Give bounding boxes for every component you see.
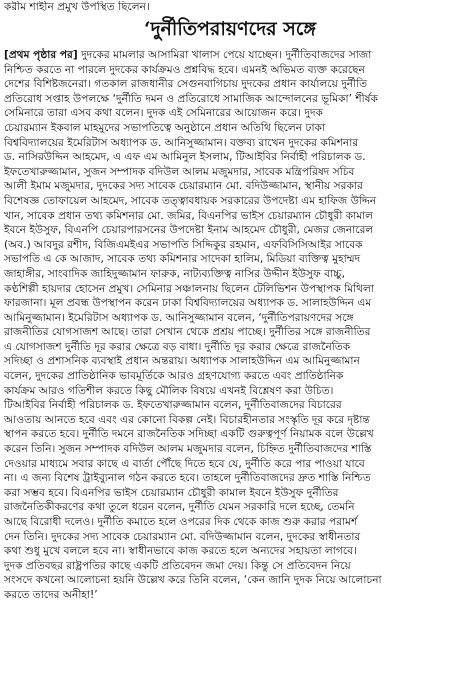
article-line: কার্যক্রম আরও গতিশীল করতে কিছু মৌলিক বিষয়ে এখনই বিশ্লেষণ করা উচিত।	[4, 384, 334, 397]
article-body	[4, 48, 456, 603]
article-line: এ যোগসাজশ দুর্নীতি দূর করার ক্ষেত্রে বড় বাধা। দুর্নীতি দূর করার ক্ষেত্রে রাজনৈতিক	[4, 340, 351, 353]
article-line: আমিনুজ্জামান। ইমেরিটাস অধ্যাপক ড. আনিসুজ্জামান বলেন, ‘দুর্নীতিপরায়ণদের সঙ্গে	[4, 311, 354, 324]
article-line: দেশের বিশিষ্টজনেরা। গতকাল রাজধানীর সেগুনবাগিচায় দুদকের প্রধান কার্যালয়ে দুর্নীতি	[4, 78, 368, 91]
article-line: করতে তাদের অনীহা!’	[4, 588, 98, 601]
article-line: নিশ্চিত করতে না পারলে দুদকের কার্যক্রমও প্রশ্নবিদ্ধ হবে। এমনই অভিমত ব্যক্ত করেছেন	[4, 63, 365, 76]
previous-article-end-line: করীম শাহীন প্রমুখ উপস্থিত ছিলেন।	[4, 1, 150, 13]
article-line: রাজনীতির যোগসাজশ আছে। তারা সেখান থেকে প্রশ্রয় পাচ্ছে। দুর্নীতির সঙ্গে রাজনীতির	[4, 326, 371, 339]
article-line: করা সম্ভব হবে। বিএনপির ভাইস চেয়ারম্যান চৌধুরী কামাল ইবনে ইউসুফ দুর্নীতির	[4, 486, 339, 499]
article-line: সভাপতি এ কে আজাদ, সাবেক তথ্য কমিশনার সাদেকা হালিম, মিডিয়া ব্যক্তিত্ব মুহাম্মদ	[4, 253, 361, 266]
article-line: টিআইবির নির্বাহী পরিচালক ড. ইফতেখারুজ্জামান বলেন, দুর্নীতিবাজদের বিচারের	[4, 399, 342, 412]
article-line: ইফতেখারুজ্জামান, সুজন সম্পাদক বদিউল আলম মজুমদার, সাবেক মন্ত্রিপরিষদ সচিব	[4, 165, 355, 178]
article-line: না। এ জন্য বিশেষ ট্রাইব্যুনাল গঠন করতে হবে। তাহলে দুর্নীতিবাজদের দ্রুত শাস্তি নিশ্চিত	[4, 472, 371, 485]
article-line: দেওয়ার মাধ্যমে সবার কাছে এ বার্তা পৌঁছে দিতে হবে যে, দুর্নীতি করে পার পাওয়া যাবে	[4, 457, 365, 470]
article-line: কথা শুধু মুখে বললে হবে না। স্বাধীনভাবে কাজ করতে হলে অন্যদের সহায়তা লাগবে।	[4, 545, 357, 558]
article-line: বলেন, দুদকের প্রাতিষ্ঠানিক ভাবমূর্তিকে আরও গ্রহণযোগ্য করতে এবং প্রাতিষ্ঠানিক	[4, 370, 344, 383]
continuation-label: [প্রথম পৃষ্ঠার পর]	[4, 49, 78, 61]
article-line: আলী ইমাম মজুমদার, দুদকের সদ্য সাবেক চেয়ারম্যান মো. বদিউজ্জামান, স্থানীয় সরকার	[4, 180, 363, 193]
article-line: ফারজানা। মূল প্রবন্ধ উপস্থাপন করেন ঢাকা বিশ্ববিদ্যালয়ের অধ্যাপক ড. সালাহউদ্দিন এম	[4, 297, 372, 310]
newspaper-clipping	[0, 1, 462, 691]
article-line: খান, সাবেক প্রধান তথ্য কমিশনার মো. জমির, বিএনপির ভাইস চেয়ারম্যান চৌধুরী কামাল	[4, 209, 374, 222]
article-line-text: দুদকের মামলার আসামিরা খালাস পেয়ে যাচ্ছেন। দুর্নীতিবাজদের সাজা	[77, 49, 372, 61]
article-line: স্থাপন করতে হবে। দুর্নীতি দমনে রাজনৈতিক সদিচ্ছা একটি গুরুত্বপূর্ণ নিয়ামক বলে উল্লেখ	[4, 428, 374, 441]
article-line: (অব.) আবদুর রশীদ, বিজিএমইএর সভাপতি সিদ্দিকুর রহমান, এফবিসিসিআইর সাবেক	[4, 238, 363, 251]
article-line: সংসদে কখনো আলোচনা হয়নি উল্লেখ করে তিনি বলেন, ‘কেন জানি দুদক নিয়ে আলোচনা	[4, 574, 382, 587]
headline: ‘দুর্নীতিপরায়ণদের সঙ্গে	[143, 18, 317, 40]
article-line: আওতায় আনতে হবে এবং এর কোনো বিকল্প নেই। বিচারহীনতার সংস্কৃতি দূর করে দৃষ্টান্ত	[4, 413, 370, 426]
article-line	[4, 48, 456, 63]
article-line: দুদক প্রতিবছর রাষ্ট্রপতির কাছে একটি প্রতিবেদন জমা দেয়। কিন্তু সে প্রতিবেদন নিয়ে	[4, 559, 351, 572]
article-line: বিশ্ববিদ্যালয়ের ইমেরিটাস অধ্যাপক ড. আনিসুজ্জামান। বক্তব্য রাখেন দুদকের কমিশনার	[4, 136, 359, 149]
article-line: প্রতিরোধ সপ্তাহ উপলক্ষে ‘দুর্নীতি দমন ও প্রতিরোধে সামাজিক আন্দোলনের ভূমিকা’ শীর্ষক	[4, 92, 378, 105]
article-line: সদিচ্ছা ও প্রশাসনিক ব্যবস্থাই প্রধান অন্তরায়। অধ্যাপক সালাহউদ্দিন এম আমিনুজ্জামান	[4, 355, 360, 368]
article-line: রাজনৈতিকীকরণের কথা তুলে ধরেন বলেন, দুর্নীতি যেমন সরকারি দলে হচ্ছে, তেমনি	[4, 501, 355, 514]
article-line: করেন তিনি। সুজন সম্পাদক বদিউল আলম মজুমদার বলেন, চিহ্নিত দুর্নীতিবাজদের শাস্তি	[4, 443, 372, 456]
article-line: ইবনে ইউসুফ, বিএনপি চেয়ারপারসনের উপদেষ্টা ইনাম আহমেদ চৌধুরী, মেজর জেনারেল	[4, 224, 374, 237]
article-line: আছে বিরোধী দলেও। দুর্নীতি কমাতে হলে ওপরের দিক থেকে কাজ শুরু করার পরামর্শ	[4, 516, 358, 528]
article-line: সেমিনারে তারা এসব কথা বলেন। দুদক এই সেমিনারের আয়োজন করে। দুদক	[4, 107, 323, 120]
article-line: চেয়ারম্যান ইকবাল মাহমুদের সভাপতিত্বে অনুষ্ঠানে প্রধান অতিথি ছিলেন ঢাকা	[4, 121, 326, 134]
article-line: বিশেষজ্ঞ তোফায়েল আহমেদ, সাবেক তত্ত্বাবধায়ক সরকারের উপদেষ্টা এম হাফিজ উদ্দিন	[4, 194, 377, 207]
article-line: ড. নাসিরউদ্দিন আহমেদ, এ এফ এম আমিনুল ইসলাম, টিআইবির নির্বাহী পরিচালক ড.	[4, 151, 366, 164]
article-line: কণ্ঠশিল্পী হায়দার হোসেন প্রমুখ। সেমিনার সঞ্চালনায় ছিলেন টেলিভিশন উপস্থাপক মিথিলা	[4, 282, 374, 295]
article-line: দেন তিনি। দুদকের সদ্য সাবেক চেয়ারম্যান মো. বদিউজ্জামান বলেন, দুদকের স্বাধীনতার	[4, 530, 361, 543]
article-line: জাহাঙ্গীর, সাংবাদিক জাহিদুজ্জামান ফারুক, নাট্যব্যক্তিত্ব নাসির উদ্দীন ইউসুফ বাচ্চু,	[4, 267, 345, 280]
